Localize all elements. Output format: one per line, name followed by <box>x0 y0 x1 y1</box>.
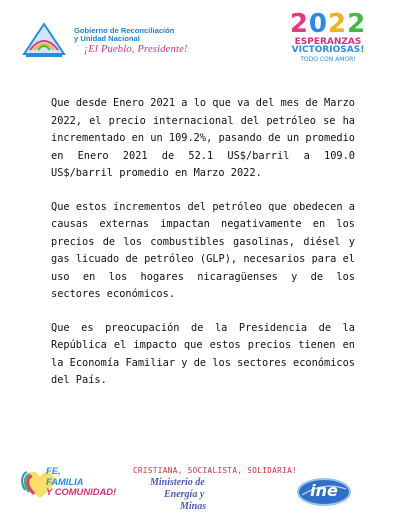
fe-familia-logo <box>20 458 120 504</box>
document-body <box>51 95 355 406</box>
year-digits <box>273 10 383 38</box>
ine-text: ine <box>310 481 338 500</box>
ministerio-energia-logo <box>150 478 270 514</box>
todo-con-amor-text: TODO CON AMOR! <box>300 56 356 63</box>
year-digit: 2 <box>347 9 367 39</box>
cristiana-socialista-text: CRISTIANA, SOCIALISTA, SOLIDARIA! <box>132 466 298 475</box>
year-digit: 0 <box>308 9 328 39</box>
esperanzas-text: ESPERANZAS <box>294 37 362 47</box>
paragraph-1: Que desde Enero 2021 a lo que va del mes de Marzo 2022, el precio internacional del petróleo se ha incrementado en un 109.2%, pasando de un promedio en Enero 2021 de 52.1 US$/barril a 109.0 US$/barril promedio en Marzo 2022. <box>51 97 355 179</box>
fe-line2: FAMILIA <box>46 475 84 487</box>
government-emblem-icon <box>20 20 68 62</box>
paragraph-3: Que es preocupación de la Presidencia de la República el impacto que estos precios tienen en la Economía Familiar y de los sectores económicos del País. <box>51 321 355 386</box>
government-name-line2: y Unidad Nacional <box>74 34 140 43</box>
mem-line3: Minas <box>180 501 207 512</box>
year-2022-logo <box>269 9 387 63</box>
fe-line1: FE, <box>46 465 61 476</box>
fe-familia-text <box>46 466 116 498</box>
paragraph-2: Que estos incrementos del petróleo que obedecen a causas externas impactan negativamente en los precios de los combustibles gasolinas, diésel y gas licuado de petróleo (GLP), necesarios para el uso en los hogares nicaragüenses y de los sectores económicos. <box>51 200 355 300</box>
slogan-text: ¡El Pueblo, Presidente! <box>84 44 188 55</box>
year-digit: 2 <box>328 9 348 39</box>
government-logo-block <box>20 20 240 62</box>
victoriosas-text: VICTORIOSAS! <box>291 45 365 55</box>
mem-line1: Ministerio de <box>150 477 205 488</box>
ine-logo <box>296 477 352 507</box>
mem-line2: Energía y <box>164 489 205 500</box>
government-name-line1: Gobierno de Reconciliación <box>74 26 175 35</box>
year-digit: 2 <box>289 9 309 39</box>
fe-line3: Y COMUNIDAD! <box>46 486 117 497</box>
